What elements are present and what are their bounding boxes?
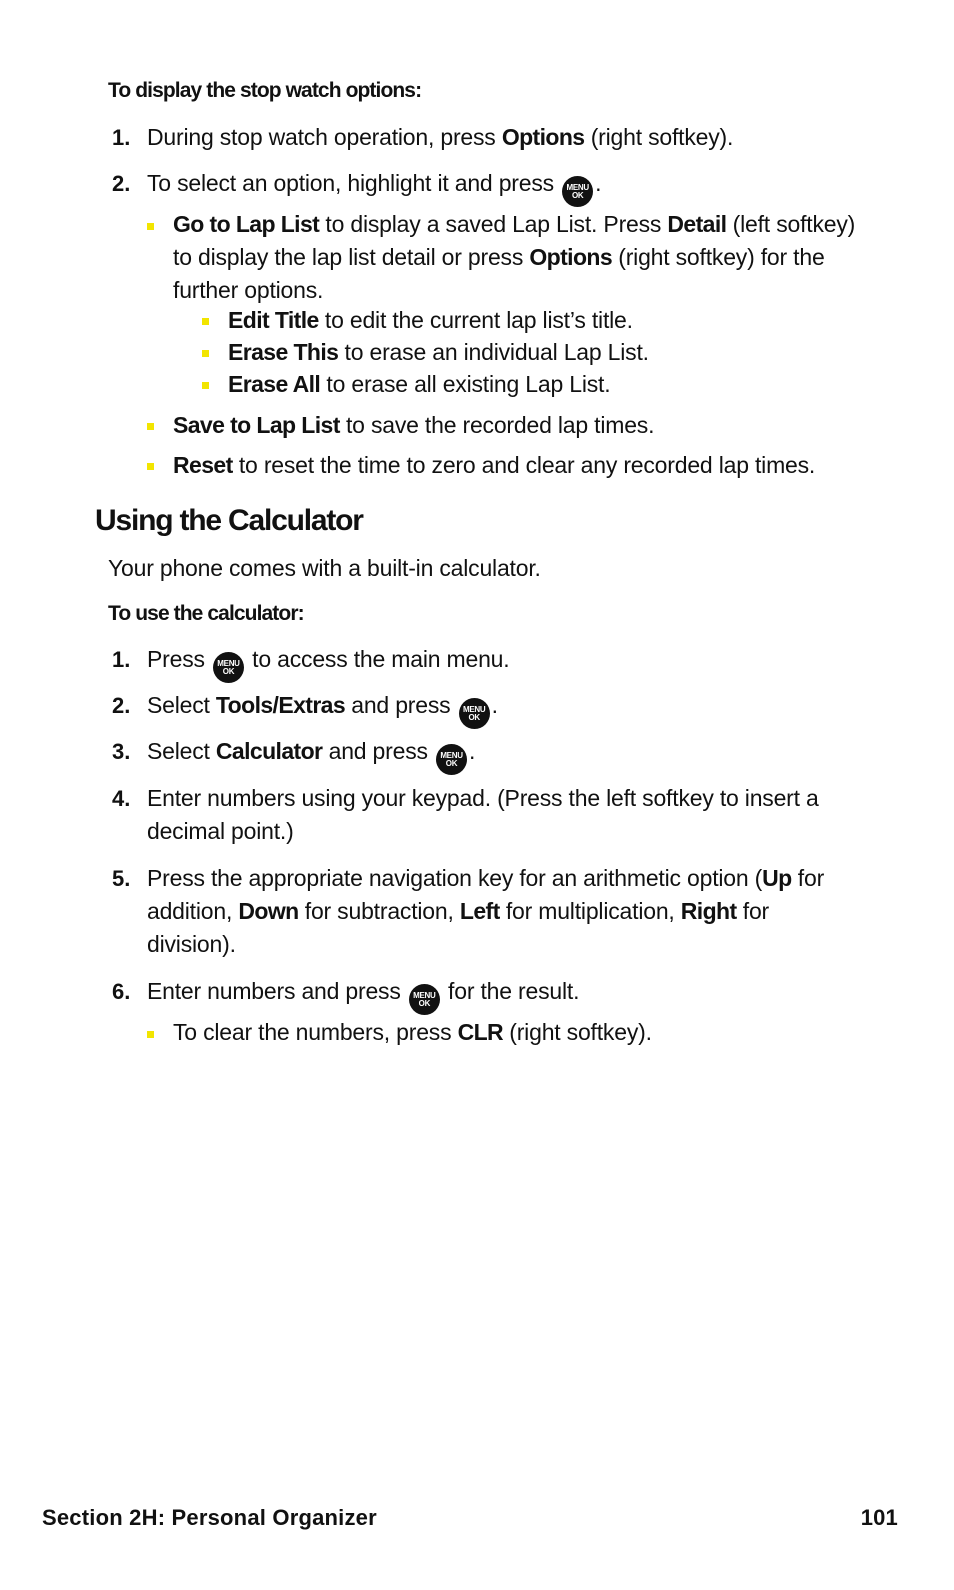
calculator-step-1: Press MENU OK to access the main menu. <box>147 643 509 683</box>
menu-ok-key-icon: MENU OK <box>436 744 467 775</box>
menu-ok-key-icon: MENU OK <box>459 698 490 729</box>
calculator-intro: Your phone comes with a built-in calculator. <box>108 555 541 581</box>
calculator-heading: Using the Calculator <box>95 504 363 537</box>
footer-section-title: Section 2H: Personal Organizer <box>42 1505 377 1530</box>
save-to-lap-list-item: Save to Lap List to save the recorded lap times. <box>173 412 655 438</box>
stopwatch-step-1: During stop watch operation, press Options (right softkey). <box>147 124 734 150</box>
calculator-step-4: Enter numbers using your keypad. (Press the left softkey to insert a decimal point.) <box>147 785 819 844</box>
clear-numbers-item: To clear the numbers, press CLR (right softkey). <box>173 1019 652 1045</box>
bullet-icon <box>147 1031 154 1038</box>
bullet-icon <box>147 463 154 470</box>
goto-lap-list-item: Go to Lap List to display a saved Lap List. Press Detail (left softkey) to display the lap list detail or press Options (right softkey) for the further options. <box>173 211 856 303</box>
step-number: 2. <box>112 693 131 718</box>
step-number: 2. <box>112 171 131 196</box>
calculator-subhead: To use the calculator: <box>108 602 304 625</box>
edit-title-item: Edit Title to edit the current lap list’s title. <box>228 307 633 333</box>
step-number: 6. <box>112 979 131 1004</box>
bullet-icon <box>147 423 154 430</box>
step-number: 4. <box>112 786 131 811</box>
page-number: 101 <box>860 1505 898 1530</box>
erase-this-item: Erase This to erase an individual Lap List. <box>228 339 649 365</box>
bullet-icon <box>202 318 209 325</box>
calculator-step-3: Select Calculator and press MENU OK . <box>147 735 475 775</box>
step-number: 3. <box>112 739 131 764</box>
erase-all-item: Erase All to erase all existing Lap List. <box>228 371 611 397</box>
step-number: 1. <box>112 647 131 672</box>
calculator-step-2: Select Tools/Extras and press MENU OK . <box>147 689 498 729</box>
step-number: 5. <box>112 866 131 891</box>
step-number: 1. <box>112 125 131 150</box>
menu-ok-key-icon: MENU OK <box>409 984 440 1015</box>
menu-ok-key-icon: MENU OK <box>213 652 244 683</box>
menu-ok-key-icon: MENU OK <box>562 176 593 207</box>
stopwatch-options-subhead: To display the stop watch options: <box>108 79 422 102</box>
reset-item: Reset to reset the time to zero and clear any recorded lap times. <box>173 452 816 478</box>
stopwatch-step-2: To select an option, highlight it and press MENU OK . <box>147 167 601 207</box>
bullet-icon <box>202 350 209 357</box>
calculator-step-5: Press the appropriate navigation key for an arithmetic option (Up for addition, Down for subtraction, Left for multiplication, Right for division). <box>147 865 825 957</box>
calculator-step-6: Enter numbers and press MENU OK for the result. <box>147 975 579 1015</box>
bullet-icon <box>202 382 209 389</box>
bullet-icon <box>147 223 154 230</box>
